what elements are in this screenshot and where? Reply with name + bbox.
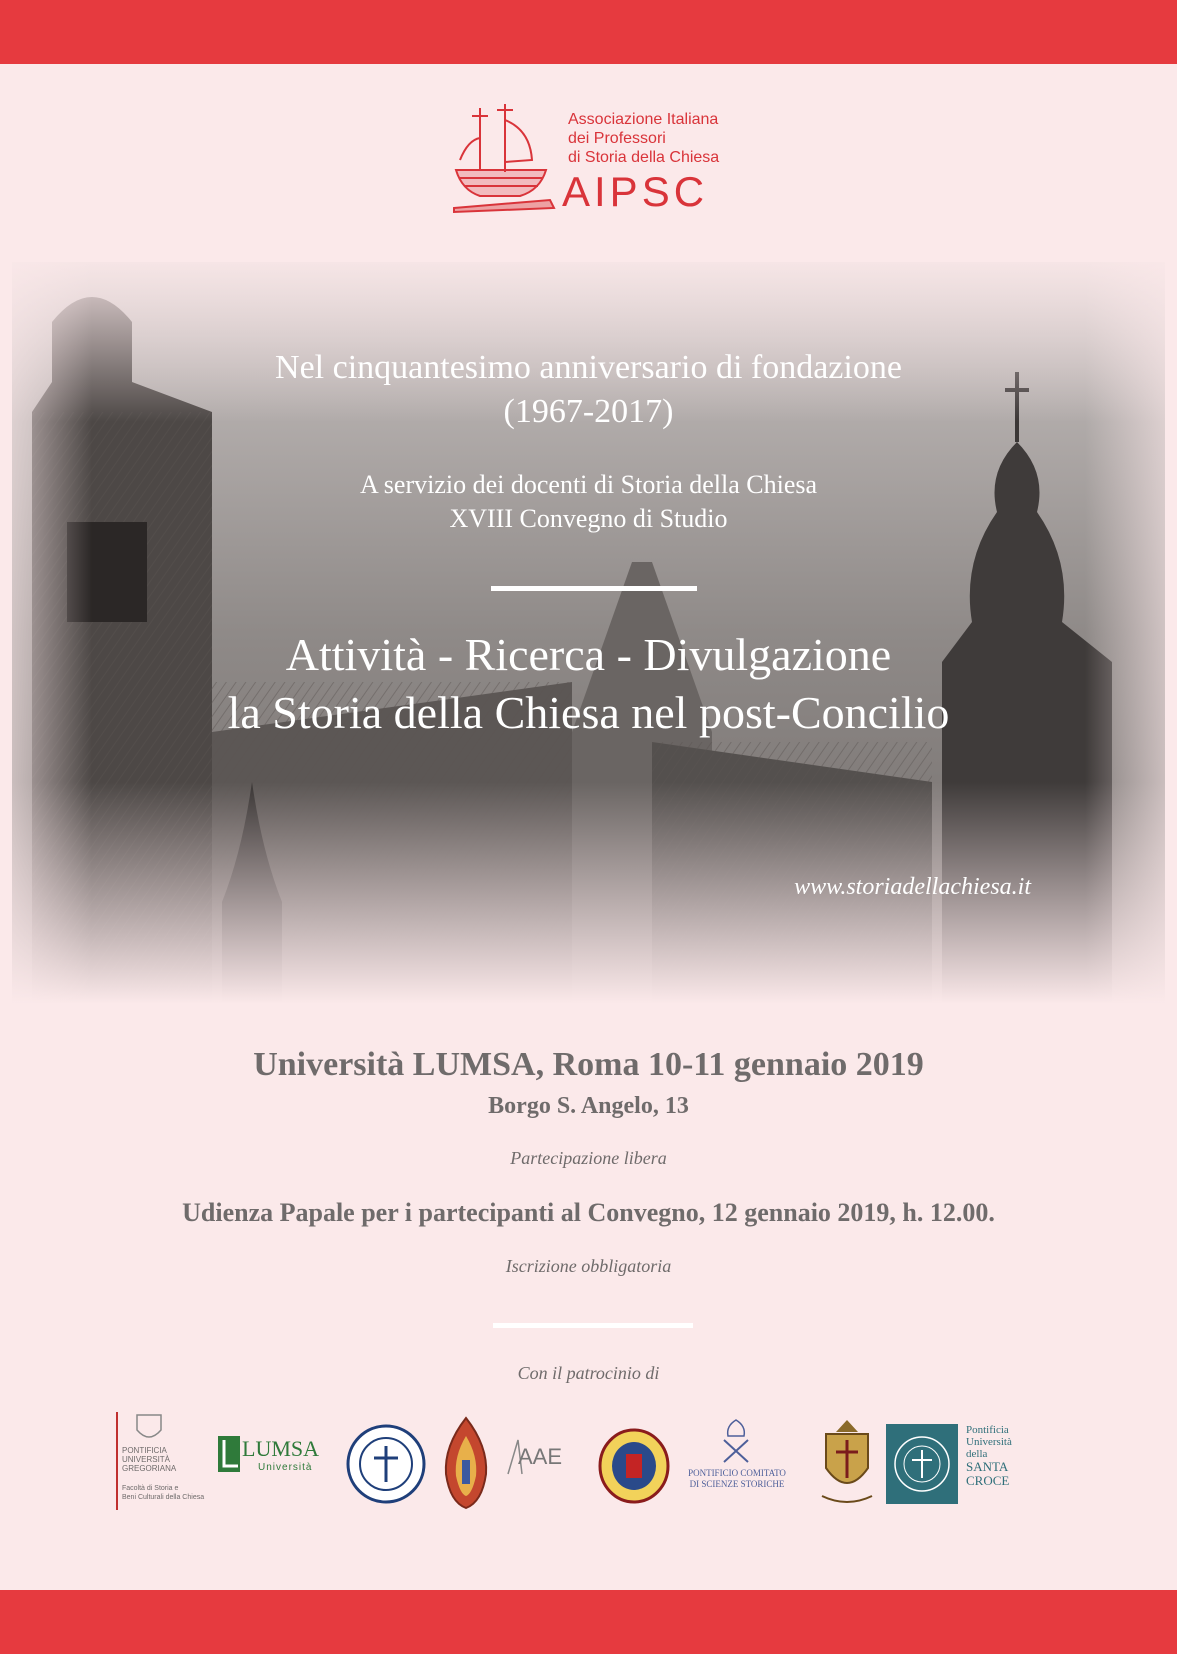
gregoriana-line-1: PONTIFICIA (122, 1446, 167, 1455)
lumsa-name: LUMSA (242, 1436, 320, 1461)
venue-date: Università LUMSA, Roma 10-11 gennaio 2019 (253, 1046, 924, 1083)
service-line: A servizio dei docenti di Storia della Chiesa (359, 470, 818, 499)
lumsa-logo (218, 1436, 328, 1476)
gregoriana-faculty-1: Facoltà di Storia e (122, 1485, 179, 1492)
institute-shield (442, 1416, 490, 1510)
aae-name: AAE (518, 1444, 563, 1469)
antonianum-seal-icon (598, 1428, 670, 1504)
santacroce-line-1: Pontificia (966, 1424, 1009, 1436)
gregoriana-faculty-2: Beni Culturali della Chiesa (122, 1494, 205, 1501)
comitato-line-2: DI SCIENZE STORICHE (689, 1479, 785, 1489)
bottom-band (0, 1590, 1177, 1654)
venue-address: Borgo S. Angelo, 13 (488, 1093, 689, 1119)
comitato-line-1: PONTIFICIO COMITATO (688, 1468, 786, 1478)
lateranense-seal-icon (346, 1424, 426, 1504)
papal-audience: Udienza Papale per i partecipanti al Convegno, 12 gennaio 2019, h. 12.00. (182, 1198, 995, 1227)
anniversary-line: Nel cinquantesimo anniversario di fondazione (275, 349, 902, 386)
aipsc-logo (450, 100, 730, 220)
hero-divider (491, 586, 697, 591)
main-title-1: Attività - Ricerca - Divulgazione (285, 629, 892, 680)
website-link[interactable]: www.storiadellachiesa.it (794, 874, 1031, 900)
lumsa-sub: Università (258, 1462, 313, 1473)
lateranense-seal (346, 1424, 426, 1504)
sponsors-heading: Con il patrocinio di (517, 1363, 660, 1383)
gregoriana-line-3: GREGORIANA (122, 1464, 177, 1473)
logo-name (568, 110, 719, 167)
main-title-2: la Storia della Chiesa nel post-Concilio (227, 687, 950, 738)
logo-line-1: Associazione Italiana (568, 111, 719, 128)
hero-image (12, 262, 1165, 1004)
santacroce-logo (886, 1424, 1082, 1508)
crest-icon (134, 1412, 164, 1444)
santacroce-line-3: della (966, 1448, 988, 1460)
antonianum-seal (598, 1428, 670, 1504)
logo-line-3: di Storia della Chiesa (568, 149, 720, 166)
ship-emblem-icon (450, 100, 560, 220)
lumsa-mark-icon (218, 1436, 240, 1472)
convention-number: XVIII Convegno di Studio (449, 504, 728, 533)
santacroce-seal-icon (892, 1430, 952, 1498)
registration-note: Iscrizione obbligatoria (505, 1256, 672, 1276)
coat-of-arms-icon (818, 1418, 876, 1506)
participation-note: Partecipazione libera (510, 1148, 667, 1168)
anniversary-years: (1967-2017) (503, 393, 674, 430)
comitato-logo (678, 1418, 796, 1502)
santacroce-line-2: Università (966, 1436, 1012, 1448)
section-divider (493, 1323, 693, 1328)
aae-logo (504, 1436, 584, 1486)
shield-icon (442, 1416, 490, 1510)
logo-line-2: dei Professori (568, 130, 666, 147)
logo-abbreviation: AIPSC (562, 168, 709, 215)
santacroce-line-4: SANTA (966, 1459, 1009, 1474)
gregoriana-line-2: UNIVERSITÀ (122, 1455, 171, 1464)
papal-keys-icon (716, 1418, 756, 1464)
coat-of-arms (818, 1418, 876, 1506)
top-band (0, 0, 1177, 64)
gregoriana-logo (112, 1412, 212, 1510)
santacroce-line-5: CROCE (966, 1473, 1010, 1488)
sponsor-logos (112, 1400, 1082, 1510)
